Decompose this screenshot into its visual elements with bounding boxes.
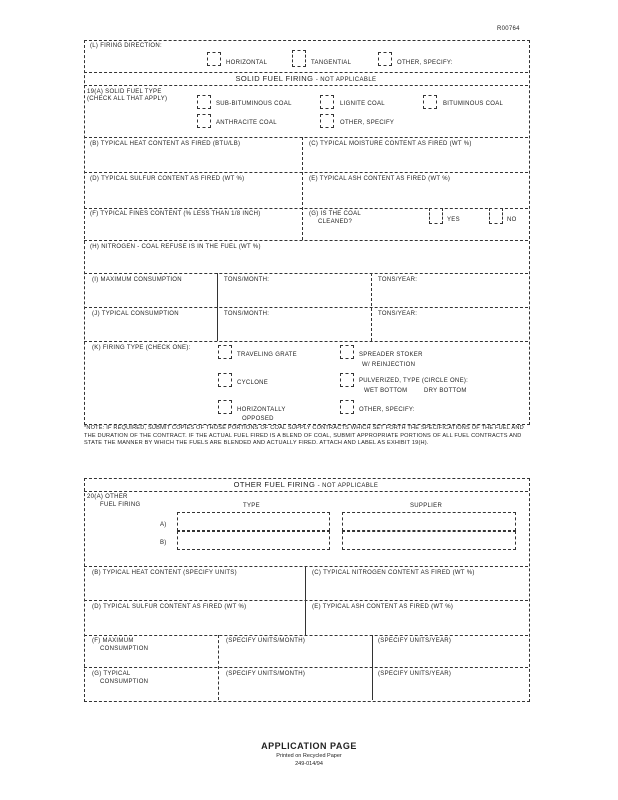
coal-cleaned-label: (G) IS THE COAL (309, 211, 362, 217)
row-b-label: B) (160, 540, 167, 546)
solid-fuel-header: SOLID FUEL FIRING - NOT APPLICABLE (235, 74, 377, 83)
cyclone-checkbox[interactable] (218, 373, 232, 387)
form-code: R00764 (497, 26, 520, 32)
check-all-label: (CHECK ALL THAT APPLY) (87, 96, 168, 102)
pulverized-checkbox[interactable] (340, 373, 354, 387)
max-tons-year-label: TONS/YEAR: (378, 277, 418, 283)
other-typ-label: (G) TYPICAL (92, 671, 131, 677)
lignite-checkbox[interactable] (320, 95, 334, 109)
fuel-firing-label: FUEL FIRING (100, 502, 141, 508)
ash-content-label: (E) TYPICAL ASH CONTENT AS FIRED (WT %) (309, 176, 451, 182)
other-direction-checkbox[interactable] (378, 52, 392, 66)
solid-fuel-type-label: 19(A) SOLID FUEL TYPE (87, 89, 162, 95)
other-typ-units-year: (SPECIFY UNITS/YEAR) (378, 671, 452, 677)
firing-direction-label: (L) FIRING DIRECTION: (90, 43, 162, 49)
other-ash-label: (E) TYPICAL ASH CONTENT AS FIRED (WT %) (312, 604, 454, 610)
horizontally-opposed-checkbox[interactable] (218, 400, 232, 414)
other-nitrogen-label: (C) TYPICAL NITROGEN CONTENT AS FIRED (WT %) (312, 570, 475, 576)
horizontally-label: HORIZONTALLY (237, 407, 286, 413)
max-consumption-label: (I) MAXIMUM CONSUMPTION (92, 277, 182, 283)
lignite-label: LIGNITE COAL (340, 101, 385, 107)
other-firing-checkbox[interactable] (340, 400, 354, 414)
no-label: NO (507, 217, 517, 223)
other-fuel-label: 20(A) OTHER (87, 494, 128, 500)
other-heat-label: (B) TYPICAL HEAT CONTENT (SPECIFY UNITS) (92, 570, 237, 576)
other-typ-units-month: (SPECIFY UNITS/MONTH) (226, 671, 306, 677)
coal-contract-note: *NOTE: IF REQUIRED, SUBMIT COPIES OF THOSE PORTIONS OF COAL SUPPLY CONTRACTS WHICH SET FORTH THE SPECIFICATIONS OF THE FUEL AND THE DURATION OF THE CONTRACT. IF THE ACTUAL FUEL FIRED IS A BLEND OF COAL, SUBMIT APPROPRIATE PORTIONS OF ALL FUEL CONTRACTS AND STATE THE MANNER BY WHICH THE FUELS ARE BLENDED AND ACTUALLY FIRED. ATTACH AND LABEL AS EXHIBIT 19(H). (84, 425, 524, 447)
traveling-grate-checkbox[interactable] (218, 345, 232, 359)
other-coal-checkbox[interactable] (320, 114, 334, 128)
other-direction-label: OTHER, SPECIFY: (397, 60, 453, 66)
spreader-stoker-label: SPREADER STOKER (359, 352, 423, 358)
other-max-label: (F) MAXIMUM (92, 638, 134, 644)
sub-bituminous-checkbox[interactable] (197, 95, 211, 109)
other-sulfur-label: (D) TYPICAL SULFUR CONTENT AS FIRED (WT %) (92, 604, 247, 610)
nitrogen-label: (H) NITROGEN - COAL REFUSE IS IN THE FUEL (WT %) (90, 244, 261, 250)
traveling-grate-label: TRAVELING GRATE (237, 352, 297, 358)
type-a-input[interactable] (177, 512, 330, 531)
pulverized-label: PULVERIZED, TYPE (CIRCLE ONE): (359, 378, 469, 384)
typ-tons-year-label: TONS/YEAR: (378, 311, 418, 317)
horizontal-label: HORIZONTAL (226, 60, 268, 66)
coal-cleaned-label-2: CLEANED? (318, 219, 353, 225)
opposed-label: OPPOSED (242, 416, 274, 422)
cleaned-yes-checkbox[interactable] (429, 208, 443, 224)
horizontal-checkbox[interactable] (207, 52, 221, 66)
wet-bottom-option[interactable]: WET BOTTOM (364, 388, 408, 394)
supplier-a-input[interactable] (342, 512, 516, 531)
moisture-content-label: (C) TYPICAL MOISTURE CONTENT AS FIRED (WT %) (309, 141, 472, 147)
anthracite-checkbox[interactable] (197, 114, 211, 128)
footer-recycled: Printed on Recycled Paper (276, 753, 342, 759)
fines-content-label: (F) TYPICAL FINES CONTENT (% LESS THAN 1/8 INCH) (90, 211, 261, 217)
typical-consumption-label: (J) TYPICAL CONSUMPTION (92, 311, 179, 317)
tangential-checkbox[interactable] (292, 50, 306, 67)
type-column-header: TYPE (243, 503, 260, 509)
supplier-column-header: SUPPLIER (410, 503, 443, 509)
max-tons-month-label: TONS/MONTH: (224, 277, 270, 283)
footer-title: APPLICATION PAGE (261, 741, 357, 751)
other-fuel-header: OTHER FUEL FIRING - NOT APPLICABLE (233, 480, 379, 489)
dry-bottom-option[interactable]: DRY BOTTOM (424, 388, 467, 394)
other-typ-label-2: CONSUMPTION (100, 679, 149, 685)
firing-type-label: (K) FIRING TYPE (CHECK ONE): (92, 345, 191, 351)
other-max-label-2: CONSUMPTION (100, 646, 149, 652)
other-max-units-month: (SPECIFY UNITS/MONTH) (226, 638, 306, 644)
type-b-input[interactable] (177, 531, 330, 550)
row-a-label: A) (160, 522, 167, 528)
footer-code: 249-014/94 (295, 761, 323, 767)
heat-content-label: (B) TYPICAL HEAT CONTENT AS FIRED (BTU/LB) (90, 141, 241, 147)
spreader-stoker-checkbox[interactable] (340, 345, 354, 359)
sub-bituminous-label: SUB-BITUMINOUS COAL (216, 101, 292, 107)
cleaned-no-checkbox[interactable] (489, 208, 503, 224)
tangential-label: TANGENTIAL (311, 60, 352, 66)
other-max-units-year: (SPECIFY UNITS/YEAR) (378, 638, 452, 644)
other-firing-label: OTHER, SPECIFY: (359, 407, 415, 413)
supplier-b-input[interactable] (342, 531, 516, 550)
typ-tons-month-label: TONS/MONTH: (224, 311, 270, 317)
other-coal-label: OTHER, SPECIFY (340, 120, 395, 126)
bituminous-checkbox[interactable] (423, 95, 437, 109)
cyclone-label: CYCLONE (237, 380, 269, 386)
yes-label: YES (447, 217, 460, 223)
sulfur-content-label: (D) TYPICAL SULFUR CONTENT AS FIRED (WT %) (90, 176, 245, 182)
anthracite-label: ANTHRACITE COAL (216, 120, 277, 126)
reinjection-label: W/ REINJECTION (362, 362, 416, 368)
bituminous-label: BITUMINOUS COAL (443, 101, 504, 107)
